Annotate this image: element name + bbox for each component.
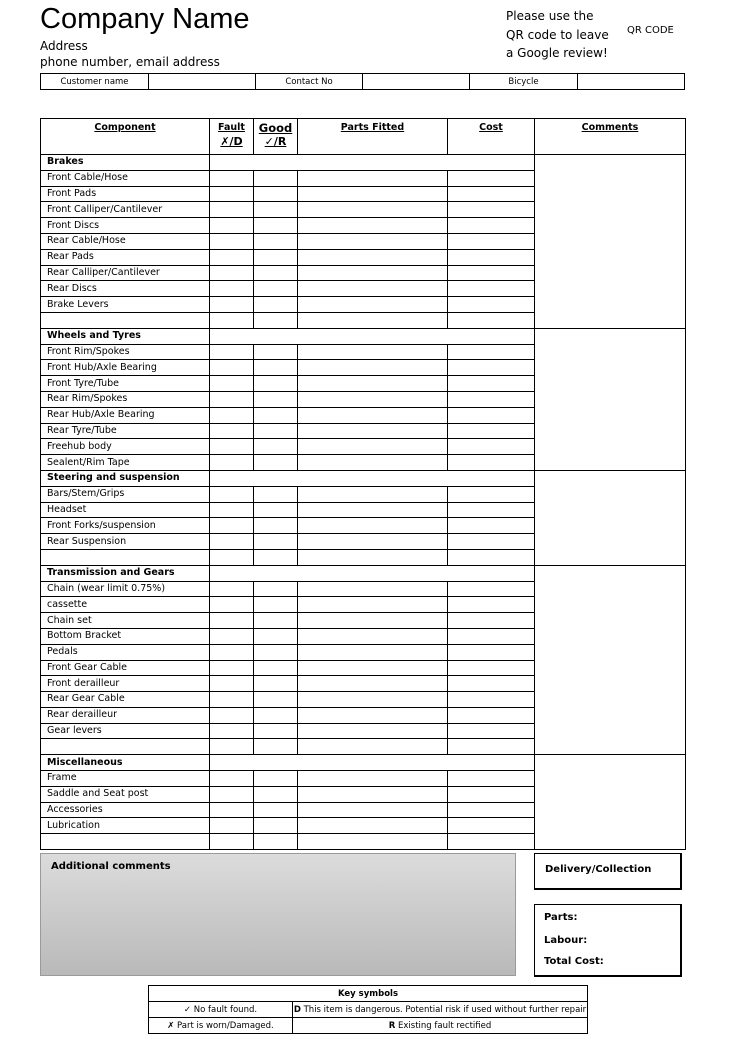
delivery-collection-box[interactable] [534, 853, 682, 890]
parts-fitted-cell[interactable] [298, 644, 448, 660]
fault-cell[interactable] [210, 297, 254, 313]
good-symbol: ✓/R [264, 135, 287, 148]
cost-cell[interactable] [448, 534, 535, 550]
company-name: Company Name [40, 3, 250, 35]
component-name: Front Rim/Spokes [41, 344, 210, 360]
cost-cell[interactable] [448, 407, 535, 423]
cost-cell[interactable] [448, 549, 535, 565]
good-cell[interactable] [254, 218, 298, 234]
parts-fitted-cell[interactable] [298, 818, 448, 834]
cost-cell[interactable] [448, 786, 535, 802]
section-comments-field[interactable] [535, 155, 686, 329]
parts-fitted-cell[interactable] [298, 249, 448, 265]
key-d-letter: D [293, 1004, 301, 1015]
component-name: Front Tyre/Tube [41, 376, 210, 392]
good-cell[interactable] [254, 486, 298, 502]
component-name: Rear Pads [41, 249, 210, 265]
section-header-blank [210, 328, 535, 344]
component-name: Pedals [41, 644, 210, 660]
fault-cell[interactable] [210, 597, 254, 613]
component-name: Brake Levers [41, 297, 210, 313]
good-cell[interactable] [254, 360, 298, 376]
component-header: Component [41, 119, 210, 155]
cost-cell[interactable] [448, 376, 535, 392]
cost-cell[interactable] [448, 802, 535, 818]
component-name: cassette [41, 597, 210, 613]
parts-fitted-cell[interactable] [298, 455, 448, 471]
parts-fitted-cell[interactable] [298, 534, 448, 550]
good-cell[interactable] [254, 534, 298, 550]
fault-cell[interactable] [210, 502, 254, 518]
fault-cell[interactable] [210, 407, 254, 423]
cost-cell[interactable] [448, 186, 535, 202]
cost-cell[interactable] [448, 518, 535, 534]
fault-cell[interactable] [210, 281, 254, 297]
qr-note-line: a Google review! [506, 46, 608, 60]
parts-fitted-cell[interactable] [298, 834, 448, 850]
bicycle-label: Bicycle [470, 74, 578, 90]
good-cell[interactable] [254, 818, 298, 834]
good-header [254, 119, 298, 155]
fault-cell[interactable] [210, 486, 254, 502]
fault-cell[interactable] [210, 265, 254, 281]
parts-fitted-cell[interactable] [298, 439, 448, 455]
parts-fitted-cell[interactable] [298, 281, 448, 297]
fault-cell[interactable] [210, 802, 254, 818]
parts-fitted-cell[interactable] [298, 391, 448, 407]
good-cell[interactable] [254, 518, 298, 534]
good-cell[interactable] [254, 312, 298, 328]
section-comments-field[interactable] [535, 565, 686, 755]
cost-cell[interactable] [448, 202, 535, 218]
company-address: Address [40, 39, 88, 53]
component-name: Front Gear Cable [41, 660, 210, 676]
parts-fitted-cell[interactable] [298, 723, 448, 739]
good-cell[interactable] [254, 597, 298, 613]
parts-fitted-cell[interactable] [298, 297, 448, 313]
section-title: Transmission and Gears [41, 565, 210, 581]
parts-fitted-cell[interactable] [298, 233, 448, 249]
component-name: Front Forks/suspension [41, 518, 210, 534]
key-r-text: Existing fault rectified [398, 1020, 492, 1031]
key-d-text: This item is dangerous. Potential risk if used without further repair [303, 1004, 587, 1015]
fault-cell[interactable] [210, 660, 254, 676]
good-cell[interactable] [254, 407, 298, 423]
parts-fitted-cell[interactable] [298, 502, 448, 518]
fault-cell[interactable] [210, 771, 254, 787]
section-header-blank [210, 155, 535, 171]
parts-fitted-cell[interactable] [298, 218, 448, 234]
component-name: Rear Calliper/Cantilever [41, 265, 210, 281]
good-cell[interactable] [254, 249, 298, 265]
component-name: Frame [41, 771, 210, 787]
fault-cell[interactable] [210, 249, 254, 265]
good-cell[interactable] [254, 265, 298, 281]
fault-cell[interactable] [210, 186, 254, 202]
section-comments-field[interactable] [535, 470, 686, 565]
good-cell[interactable] [254, 344, 298, 360]
cost-cell[interactable] [448, 692, 535, 708]
fault-cell[interactable] [210, 818, 254, 834]
good-cell[interactable] [254, 676, 298, 692]
fault-cell[interactable] [210, 170, 254, 186]
cost-cell[interactable] [448, 312, 535, 328]
cost-cell[interactable] [448, 613, 535, 629]
fault-cell[interactable] [210, 786, 254, 802]
customer-name-label: Customer name [41, 74, 149, 90]
cost-summary-box [534, 904, 682, 977]
cost-cell[interactable] [448, 344, 535, 360]
good-cell[interactable] [254, 549, 298, 565]
fault-cell[interactable] [210, 439, 254, 455]
component-name: Front Calliper/Cantilever [41, 202, 210, 218]
parts-fitted-cell[interactable] [298, 312, 448, 328]
parts-fitted-cell[interactable] [298, 170, 448, 186]
component-name: Front Cable/Hose [41, 170, 210, 186]
good-cell[interactable] [254, 613, 298, 629]
section-comments-field[interactable] [535, 755, 686, 850]
parts-fitted-cell[interactable] [298, 771, 448, 787]
qr-note-line: QR code to leave [506, 27, 609, 42]
component-name: Rear derailleur [41, 707, 210, 723]
cost-cell[interactable] [448, 676, 535, 692]
good-cell[interactable] [254, 692, 298, 708]
component-name: Rear Discs [41, 281, 210, 297]
additional-comments-label: Additional comments [51, 861, 171, 872]
fault-cell[interactable] [210, 628, 254, 644]
cost-cell[interactable] [448, 281, 535, 297]
cost-cell[interactable] [448, 644, 535, 660]
comments-header: Comments [535, 119, 686, 155]
parts-fitted-cell[interactable] [298, 739, 448, 755]
key-symbols-title: Key symbols [149, 986, 588, 1002]
contact-no-label: Contact No [256, 74, 363, 90]
component-name: Front Hub/Axle Bearing [41, 360, 210, 376]
good-cell[interactable] [254, 297, 298, 313]
qr-review-note [506, 7, 609, 63]
customer-info-table [40, 73, 685, 90]
cost-cell[interactable] [448, 771, 535, 787]
component-name [41, 834, 210, 850]
cost-cell[interactable] [448, 297, 535, 313]
delivery-collection-label: Delivery/Collection [545, 864, 652, 875]
bicycle-field[interactable] [578, 74, 685, 90]
parts-fitted-cell[interactable] [298, 518, 448, 534]
component-name: Chain (wear limit 0.75%) [41, 581, 210, 597]
fault-cell[interactable] [210, 613, 254, 629]
parts-cost-label: Parts: [544, 912, 578, 923]
section-header-blank [210, 755, 535, 771]
cost-cell[interactable] [448, 486, 535, 502]
component-name: Gear levers [41, 723, 210, 739]
good-cell[interactable] [254, 281, 298, 297]
additional-comments-box[interactable] [40, 853, 516, 976]
good-cell[interactable] [254, 502, 298, 518]
qr-code-placeholder: QR CODE [627, 25, 674, 36]
parts-fitted-cell[interactable] [298, 202, 448, 218]
parts-fitted-cell[interactable] [298, 692, 448, 708]
component-name [41, 549, 210, 565]
component-name: Sealent/Rim Tape [41, 455, 210, 471]
component-name: Front Pads [41, 186, 210, 202]
fault-cell[interactable] [210, 423, 254, 439]
fault-cell[interactable] [210, 312, 254, 328]
section-title: Wheels and Tyres [41, 328, 210, 344]
good-cell[interactable] [254, 186, 298, 202]
component-name: Lubrication [41, 818, 210, 834]
cost-cell[interactable] [448, 360, 535, 376]
fault-cell[interactable] [210, 534, 254, 550]
fault-header [210, 119, 254, 155]
parts-fitted-cell[interactable] [298, 376, 448, 392]
good-cell[interactable] [254, 455, 298, 471]
section-header-blank [210, 565, 535, 581]
good-cell[interactable] [254, 423, 298, 439]
fault-cell[interactable] [210, 739, 254, 755]
cost-cell[interactable] [448, 233, 535, 249]
key-dangerous [293, 1002, 588, 1018]
section-title: Steering and suspension [41, 470, 210, 486]
parts-fitted-cell[interactable] [298, 486, 448, 502]
cost-cell[interactable] [448, 249, 535, 265]
good-cell[interactable] [254, 786, 298, 802]
parts-fitted-cell[interactable] [298, 344, 448, 360]
good-cell[interactable] [254, 834, 298, 850]
good-cell[interactable] [254, 581, 298, 597]
parts-fitted-cell[interactable] [298, 581, 448, 597]
fault-cell[interactable] [210, 581, 254, 597]
good-cell[interactable] [254, 771, 298, 787]
company-contact: phone number, email address [40, 55, 220, 69]
good-cell[interactable] [254, 439, 298, 455]
component-name: Rear Hub/Axle Bearing [41, 407, 210, 423]
cost-cell[interactable] [448, 660, 535, 676]
good-cell[interactable] [254, 739, 298, 755]
component-name: Chain set [41, 613, 210, 629]
cost-cell[interactable] [448, 707, 535, 723]
good-cell[interactable] [254, 233, 298, 249]
component-name: Rear Suspension [41, 534, 210, 550]
key-symbols-table [148, 985, 588, 1034]
cost-header: Cost [448, 119, 535, 155]
good-cell[interactable] [254, 644, 298, 660]
parts-fitted-cell[interactable] [298, 613, 448, 629]
qr-note-line: Please use the [506, 9, 594, 23]
fault-cell[interactable] [210, 344, 254, 360]
component-name: Saddle and Seat post [41, 786, 210, 802]
parts-fitted-cell[interactable] [298, 360, 448, 376]
component-name: Rear Cable/Hose [41, 233, 210, 249]
parts-fitted-cell[interactable] [298, 802, 448, 818]
cost-cell[interactable] [448, 597, 535, 613]
component-name: Accessories [41, 802, 210, 818]
fault-cell[interactable] [210, 707, 254, 723]
cost-cell[interactable] [448, 265, 535, 281]
component-name: Freehub body [41, 439, 210, 455]
cost-cell[interactable] [448, 439, 535, 455]
component-name [41, 739, 210, 755]
cost-cell[interactable] [448, 818, 535, 834]
good-cell[interactable] [254, 376, 298, 392]
good-cell[interactable] [254, 170, 298, 186]
fault-cell[interactable] [210, 218, 254, 234]
section-title: Brakes [41, 155, 210, 171]
contact-no-field[interactable] [363, 74, 470, 90]
total-cost-label: Total Cost: [544, 956, 604, 967]
inspection-table [40, 118, 686, 850]
fault-cell[interactable] [210, 518, 254, 534]
fault-cell[interactable] [210, 391, 254, 407]
component-name: Rear Gear Cable [41, 692, 210, 708]
component-name: Rear Rim/Spokes [41, 391, 210, 407]
key-r-letter: R [388, 1020, 396, 1031]
component-name [41, 312, 210, 328]
cost-cell[interactable] [448, 502, 535, 518]
parts-fitted-cell[interactable] [298, 407, 448, 423]
good-cell[interactable] [254, 707, 298, 723]
parts-fitted-cell[interactable] [298, 423, 448, 439]
cost-cell[interactable] [448, 391, 535, 407]
fault-header-label: Fault [218, 122, 245, 133]
good-cell[interactable] [254, 628, 298, 644]
section-header-blank [210, 470, 535, 486]
good-cell[interactable] [254, 802, 298, 818]
labour-cost-label: Labour: [544, 935, 588, 946]
section-comments-field[interactable] [535, 328, 686, 470]
fault-cell[interactable] [210, 455, 254, 471]
component-name: Bottom Bracket [41, 628, 210, 644]
fault-cell[interactable] [210, 233, 254, 249]
fault-cell[interactable] [210, 360, 254, 376]
fault-cell[interactable] [210, 723, 254, 739]
good-cell[interactable] [254, 391, 298, 407]
component-name: Rear Tyre/Tube [41, 423, 210, 439]
parts-fitted-cell[interactable] [298, 597, 448, 613]
section-title: Miscellaneous [41, 755, 210, 771]
cost-cell[interactable] [448, 170, 535, 186]
fault-symbol: ✗/D [220, 135, 243, 148]
cost-cell[interactable] [448, 581, 535, 597]
parts-fitted-header: Parts Fitted [298, 119, 448, 155]
component-name: Bars/Stem/Grips [41, 486, 210, 502]
cost-cell[interactable] [448, 834, 535, 850]
cost-cell[interactable] [448, 218, 535, 234]
fault-cell[interactable] [210, 834, 254, 850]
cost-cell[interactable] [448, 423, 535, 439]
parts-fitted-cell[interactable] [298, 628, 448, 644]
fault-cell[interactable] [210, 692, 254, 708]
cost-cell[interactable] [448, 739, 535, 755]
parts-fitted-cell[interactable] [298, 186, 448, 202]
parts-fitted-cell[interactable] [298, 660, 448, 676]
parts-fitted-cell[interactable] [298, 707, 448, 723]
fault-cell[interactable] [210, 376, 254, 392]
cost-cell[interactable] [448, 723, 535, 739]
key-rectified [293, 1018, 588, 1034]
parts-fitted-cell[interactable] [298, 676, 448, 692]
key-worn: ✗ Part is worn/Damaged. [149, 1018, 293, 1034]
component-name: Front Discs [41, 218, 210, 234]
parts-fitted-cell[interactable] [298, 549, 448, 565]
cost-cell[interactable] [448, 455, 535, 471]
fault-cell[interactable] [210, 202, 254, 218]
cost-cell[interactable] [448, 628, 535, 644]
good-cell[interactable] [254, 202, 298, 218]
parts-fitted-cell[interactable] [298, 786, 448, 802]
fault-cell[interactable] [210, 644, 254, 660]
key-no-fault: ✓ No fault found. [149, 1002, 293, 1018]
component-name: Headset [41, 502, 210, 518]
good-cell[interactable] [254, 660, 298, 676]
parts-fitted-cell[interactable] [298, 265, 448, 281]
fault-cell[interactable] [210, 676, 254, 692]
component-name: Front derailleur [41, 676, 210, 692]
good-header-label: Good [258, 121, 293, 135]
customer-name-field[interactable] [149, 74, 256, 90]
good-cell[interactable] [254, 723, 298, 739]
fault-cell[interactable] [210, 549, 254, 565]
